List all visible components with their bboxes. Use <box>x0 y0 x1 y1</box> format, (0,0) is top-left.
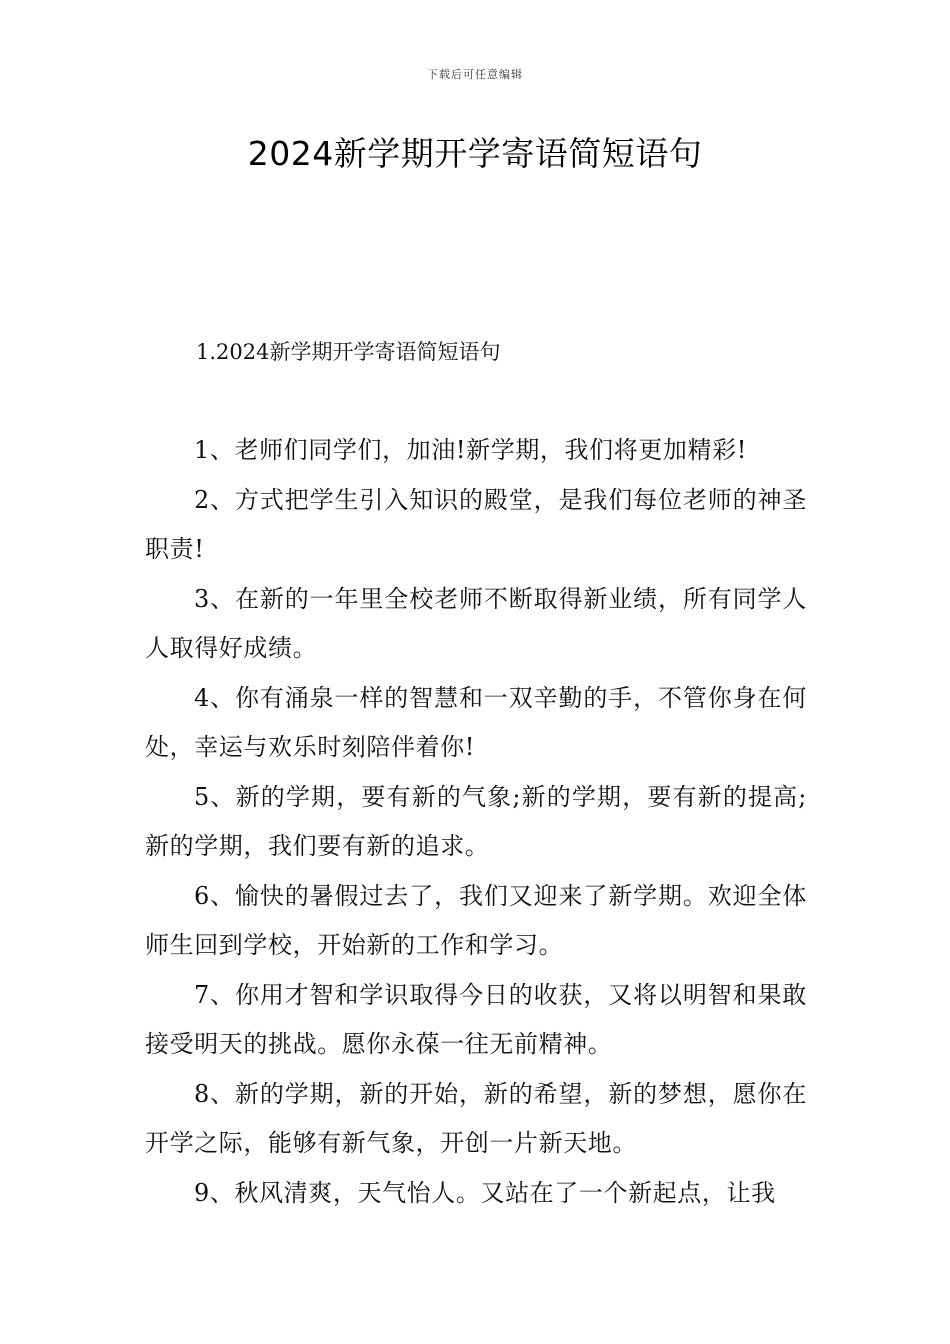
document-title: 2024新学期开学寄语简短语句 <box>247 134 703 173</box>
paragraph-9: 9、秋风清爽，天气怡人。又站在了一个新起点，让我 <box>194 1178 776 1207</box>
paragraph-8: 8、新的学期，新的开始，新的希望，新的梦想，愿你在开学之际，能够有新气象，开创一片新天地。 <box>145 1079 807 1157</box>
paragraph-1: 1、老师们同学们，加油!新学期，我们将更加精彩! <box>194 436 747 464</box>
section-heading: 1.2024新学期开学寄语简短语句 <box>196 340 501 364</box>
paragraph-7: 7、你用才智和学识取得今日的收获，又将以明智和果敢接受明天的挑战。愿你永葆一往无前精神。 <box>145 980 807 1058</box>
paragraph-2: 2、方式把学生引入知识的殿堂，是我们每位老师的神圣职责! <box>145 485 807 563</box>
document-body <box>145 426 807 1218</box>
header-note: 下载后可任意编辑 <box>427 68 523 81</box>
paragraph-6: 6、愉快的暑假过去了，我们又迎来了新学期。欢迎全体师生回到学校，开始新的工作和学习。 <box>145 881 807 959</box>
paragraph-5: 5、新的学期，要有新的气象;新的学期，要有新的提高;新的学期，我们要有新的追求。 <box>145 782 807 860</box>
paragraph-4: 4、你有涌泉一样的智慧和一双辛勤的手，不管你身在何处，幸运与欢乐时刻陪伴着你! <box>145 683 807 761</box>
paragraph-3: 3、在新的一年里全校老师不断取得新业绩，所有同学人人取得好成绩。 <box>145 584 807 662</box>
